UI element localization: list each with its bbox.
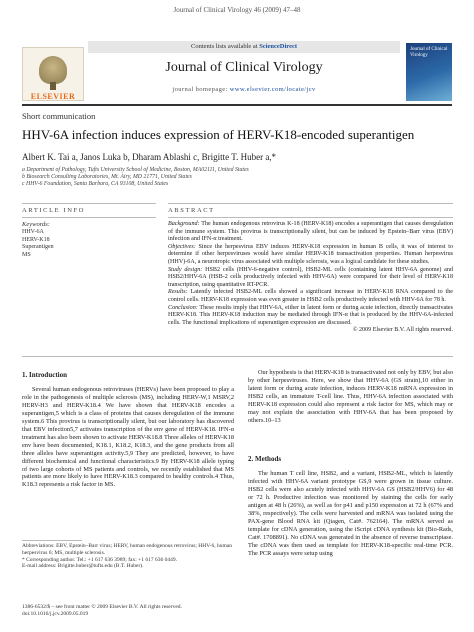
contents-bar [88, 41, 400, 53]
footnote-rule [22, 540, 82, 541]
journal-title: Journal of Clinical Virology [165, 60, 323, 75]
footnotes [22, 543, 234, 570]
introduction-paragraph: Several human endogenous retroviruses (HERVs) have been proposed to play a role in the pathogenesis of multiple sclerosis (MS), including HERV-W,1 MSRV,2 HERV-H3 and HERV-K18.4 We have shown that HERV-K18 encodes a superantigen,5 which is a class of proteins that causes deregulation of the immune system.6 This provirus is transcriptionally silent, but our laboratory has discovered that EBV infection5,7 activates transcription of the env gene of HERV-K18. IFN-α treatment has also been shown to activate HERV-K18.8 Three alleles of HERV-K18 env have been documented, K18.1, K18.2, K18.3, and the gene products from all three alleles have superantigen activity.5,9 They are predicted, however, to have different biochemical and functional characteristics.9 By HERV-K18 allele typing of two large cohorts of MS patients and controls, we recently established that MS patients are more likely to have HERV-K18.3 compared to healthy controls.4 Thus, K18.3 represents a risk factor in MS. [22, 386, 234, 489]
journal-cover-title: Journal of Clinical Virology [410, 47, 448, 58]
publisher-logo-text: ELSEVIER [30, 92, 76, 101]
keyword: HHV-6A [22, 229, 44, 235]
methods-heading: 2. Methods [248, 455, 282, 463]
article-title: HHV-6A infection induces expression of HERV-K18-encoded superantigen [22, 127, 415, 142]
hypothesis-paragraph: Our hypothesis is that HERV-K18 is transactivated not only by EBV, but also by other herpesviruses. Here, we show that HHV-6A (GS strain),10 either in latent form or during acute infection, induces HERV-K18 mRNA expression in HSB2 cells, an immature T-cell line. Thus, HHV-6A infection associated with HERV-K18 expression could also represent a risk factor for MS, which may or may not explain the association with HHV-6A that has been proposed by others.10–13 [248, 369, 453, 424]
author-list: Albert K. Tai a, Janos Luka b, Dharam Ablashi c, Brigitte T. Huber a,* [22, 152, 277, 162]
abstract-background: Background: The human endogenous retrovirus K-18 (HERV-K18) encodes a superantigen that causes deregulation of the immune system. This provirus is transcriptionally silent, but can be induced by Epstein–Barr virus (EBV) infection and IFN-α treatment. [168, 221, 453, 243]
sciencedirect-link[interactable]: ScienceDirect [259, 43, 298, 50]
abstract-copyright: © 2009 Elsevier B.V. All rights reserved. [352, 327, 453, 334]
abstract-rule [168, 217, 453, 218]
affiliation: b Biosearch Consulting Laboratories, Mt. Airy, MD 21771, United States [22, 174, 192, 180]
methods-text [248, 470, 453, 557]
keyword: Superantigen [22, 244, 54, 250]
legal-notice [22, 604, 234, 618]
issn-line: 1386-6532/$ – see front matter © 2009 Elsevier B.V. All rights reserved. [22, 604, 182, 610]
introduction-text [22, 386, 234, 489]
abstract-design: Study design: HSB2 cells (HHV-6-negative control), HSB2-ML cells (containing latent HHV-6A genome) and HSB2/HHV-6A (HSB-2 cells productively infected with HHV-6A) were compared for their level of HERV-K18 transcription, using quantitative RT-PCR. [168, 266, 453, 288]
homepage-link[interactable]: www.elsevier.com/locate/jcv [229, 86, 316, 93]
abstract-heading: ABSTRACT [168, 207, 215, 214]
email-footnote: E-mail address: Brigitte.huber@tufts.edu (B.T. Huber). [22, 563, 144, 570]
abbreviations-footnote: Abbreviations: EBV, Epstein–Barr virus; HERV, human endogenous retrovirus; HHV-6, human herpesvirus 6; MS, multiple sclerosis. [22, 543, 232, 556]
article-info-heading: ARTICLE INFO [22, 207, 86, 214]
methods-paragraph: The human T cell line, HSB2, and a variant, HSB2-ML, which is latently infected with HHV-6A variant prototype GS,9 were grown in tissue culture. HSB2 cells were also acutely infected with HHV-6A GS (HSB2/HHV6) for 48 or 72 h. Productive infection was monitored by staining the cells for early antigen at 48 h (26%), as well as for p41 and p150 expression at 72 h (67% and 38%, respectively). The cells were harvested and mRNA was isolated using the PAX-gene Blood RNA kit (Qiagen, Cat#. 762164). The mRNA served as template for cDNA generation, using the iScript cDNA synthesis kit (Bio-Rads, Cat#. 1708891). No cDNA was generated in the absence of reverse transcriptase. The cDNA was then used as template for HERV-K18-specific real-time PCR. The PCR assays were setup using [248, 470, 453, 557]
article-type: Short communication [22, 111, 96, 121]
journal-homepage [88, 86, 400, 93]
abstract-conclusion: Conclusion: These results imply that HHV-6A, either in latent form or during acute infection, directly transactivates HERV-K18. This HERV-K18 induction may be mediated through IFN-α that is produced by the HHV-6A-infected cells. The functional implications of superantigen expression are discussed. [168, 304, 453, 326]
keywords-label: Keywords: [22, 221, 50, 228]
doi-link[interactable]: doi:10.1016/j.jcv.2009.05.019 [22, 610, 89, 617]
tree-icon [39, 56, 67, 84]
right-column-intro [248, 369, 453, 425]
abstract-objectives: Objectives: Since the herpesvirus EBV induces HERV-K18 expression in human B cells, it was of interest to determine if other herpesviruses would have similar HERV-K18 transactivation properties. Human herpesvirus (HHV)-6A, a neurotropic virus associated with multiple sclerosis, was a logical candidate for these studies. [168, 243, 453, 265]
abstract-results: Results: Latently infected HSB2-ML cells showed a significant increase in HERV-K18 RNA compared to the control cells. HERV-K18 expression was even greater in HSB2 cells productively infected with HHV-6A for 78 h. [168, 289, 453, 303]
abstract-bottom-rule [22, 356, 453, 357]
corresponding-author-footnote: * Corresponding author. Tel.: +1 617 636 3989; fax: +1 617 636 0449. [22, 556, 177, 563]
masthead-divider [22, 104, 452, 106]
article-info-rule [22, 217, 156, 218]
tree-trunk-icon [50, 82, 56, 90]
keyword: HERV-K18 [22, 236, 50, 243]
article-info-rule [22, 203, 156, 204]
introduction-heading: 1. Introduction [22, 371, 67, 379]
abstract-rule [168, 203, 453, 204]
affiliation: a Department of Pathology, Tufts University School of Medicine, Boston, MA02111, United States [22, 167, 249, 173]
journal-masthead [22, 43, 452, 101]
elsevier-logo [22, 47, 84, 101]
keyword: MS [22, 251, 31, 258]
abstract-body [168, 221, 453, 335]
running-header: Journal of Clinical Virology 46 (2009) 47–48 [173, 6, 301, 14]
affiliation: c HHV-6 Foundation, Santa Barbara, CA 93108, United States [22, 181, 169, 187]
contents-prefix: Contents lists available at [190, 43, 260, 50]
homepage-prefix: journal homepage: [172, 86, 230, 93]
